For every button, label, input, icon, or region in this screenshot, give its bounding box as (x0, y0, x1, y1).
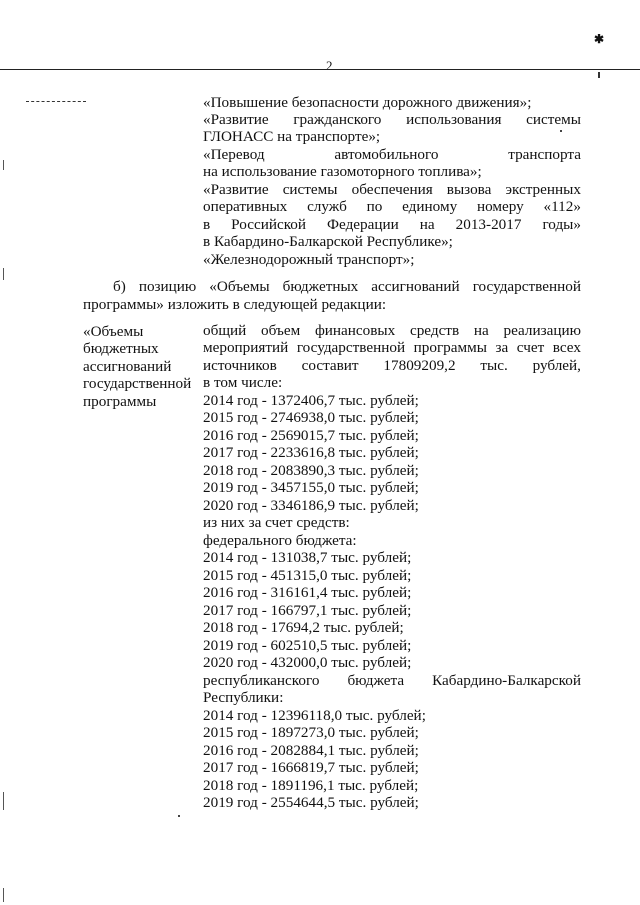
left-dash-mark (26, 101, 86, 102)
header-tick (598, 72, 600, 78)
federal-year-line: 2014 год - 131038,7 тыс. рублей; (203, 549, 412, 566)
paragraph-b-line: программы» изложить в следующей редакции: (83, 296, 387, 313)
table-label-line: ассигнований (83, 358, 172, 375)
republic-year-line: 2016 год - 2082884,1 тыс. рублей; (203, 742, 419, 759)
republic-heading: Республики: (203, 689, 284, 706)
table-intro-line: мероприятий государственной программы за счет всех (203, 339, 581, 356)
subprogram-line: «Развитие гражданского использования системы (203, 111, 581, 128)
table-label-line: государственной (83, 375, 192, 392)
margin-scan-line (3, 792, 4, 810)
total-year-line: 2015 год - 2746938,0 тыс. рублей; (203, 409, 419, 426)
federal-year-line: 2019 год - 602510,5 тыс. рублей; (203, 637, 412, 654)
republic-year-line: 2017 год - 1666819,7 тыс. рублей; (203, 759, 419, 776)
federal-year-line: 2018 год - 17694,2 тыс. рублей; (203, 619, 404, 636)
page-number: 2 (326, 58, 333, 73)
subprogram-line: в Российской Федерации на 2013-2017 годы» (203, 216, 581, 233)
corner-mark: ✱ (594, 32, 605, 46)
subprogram-line: «Развитие системы обеспечения вызова экстренных (203, 181, 581, 198)
table-label-line: бюджетных (83, 340, 159, 357)
margin-scan-line (3, 160, 4, 170)
paragraph-b-line: б) позицию «Объемы бюджетных ассигнований государственной (113, 278, 581, 295)
federal-year-line: 2020 год - 432000,0 тыс. рублей; (203, 654, 412, 671)
table-label-line: программы (83, 393, 157, 410)
sources-heading: из них за счет средств: (203, 514, 350, 531)
federal-year-line: 2015 год - 451315,0 тыс. рублей; (203, 567, 412, 584)
federal-year-line: 2017 год - 166797,1 тыс. рублей; (203, 602, 412, 619)
republic-year-line: 2019 год - 2554644,5 тыс. рублей; (203, 794, 419, 811)
republic-year-line: 2014 год - 12396118,0 тыс. рублей; (203, 707, 426, 724)
republic-heading: республиканского бюджета Кабардино-Балкарской (203, 672, 581, 689)
republic-year-line: 2015 год - 1897273,0 тыс. рублей; (203, 724, 419, 741)
subprogram-line: оперативных служб по единому номеру «112» (203, 198, 581, 215)
scan-speck (178, 815, 180, 817)
subprogram-line: «Перевод автомобильного транспорта (203, 146, 581, 163)
table-intro-line: в том числе: (203, 374, 283, 391)
scan-speck (560, 130, 562, 132)
header-rule (0, 69, 640, 70)
total-year-line: 2019 год - 3457155,0 тыс. рублей; (203, 479, 419, 496)
total-year-line: 2018 год - 2083890,3 тыс. рублей; (203, 462, 419, 479)
table-label-line: «Объемы (83, 323, 144, 340)
federal-year-line: 2016 год - 316161,4 тыс. рублей; (203, 584, 412, 601)
table-intro-line: источников составит 17809209,2 тыс. рублей, (203, 357, 581, 374)
republic-year-line: 2018 год - 1891196,1 тыс. рублей; (203, 777, 419, 794)
federal-heading: федерального бюджета: (203, 532, 357, 549)
total-year-line: 2020 год - 3346186,9 тыс. рублей; (203, 497, 419, 514)
subprogram-line: ГЛОНАСС на транспорте»; (203, 128, 381, 145)
subprogram-line: в Кабардино-Балкарской Республике»; (203, 233, 453, 250)
total-year-line: 2014 год - 1372406,7 тыс. рублей; (203, 392, 419, 409)
total-year-line: 2016 год - 2569015,7 тыс. рублей; (203, 427, 419, 444)
subprogram-line: «Повышение безопасности дорожного движения»; (203, 94, 532, 111)
subprogram-line: «Железнодорожный транспорт»; (203, 251, 415, 268)
total-year-line: 2017 год - 2233616,8 тыс. рублей; (203, 444, 419, 461)
margin-scan-line (3, 268, 4, 280)
table-intro-line: общий объем финансовых средств на реализацию (203, 322, 581, 339)
margin-scan-line (3, 888, 4, 902)
subprogram-line: на использование газомоторного топлива»; (203, 163, 482, 180)
